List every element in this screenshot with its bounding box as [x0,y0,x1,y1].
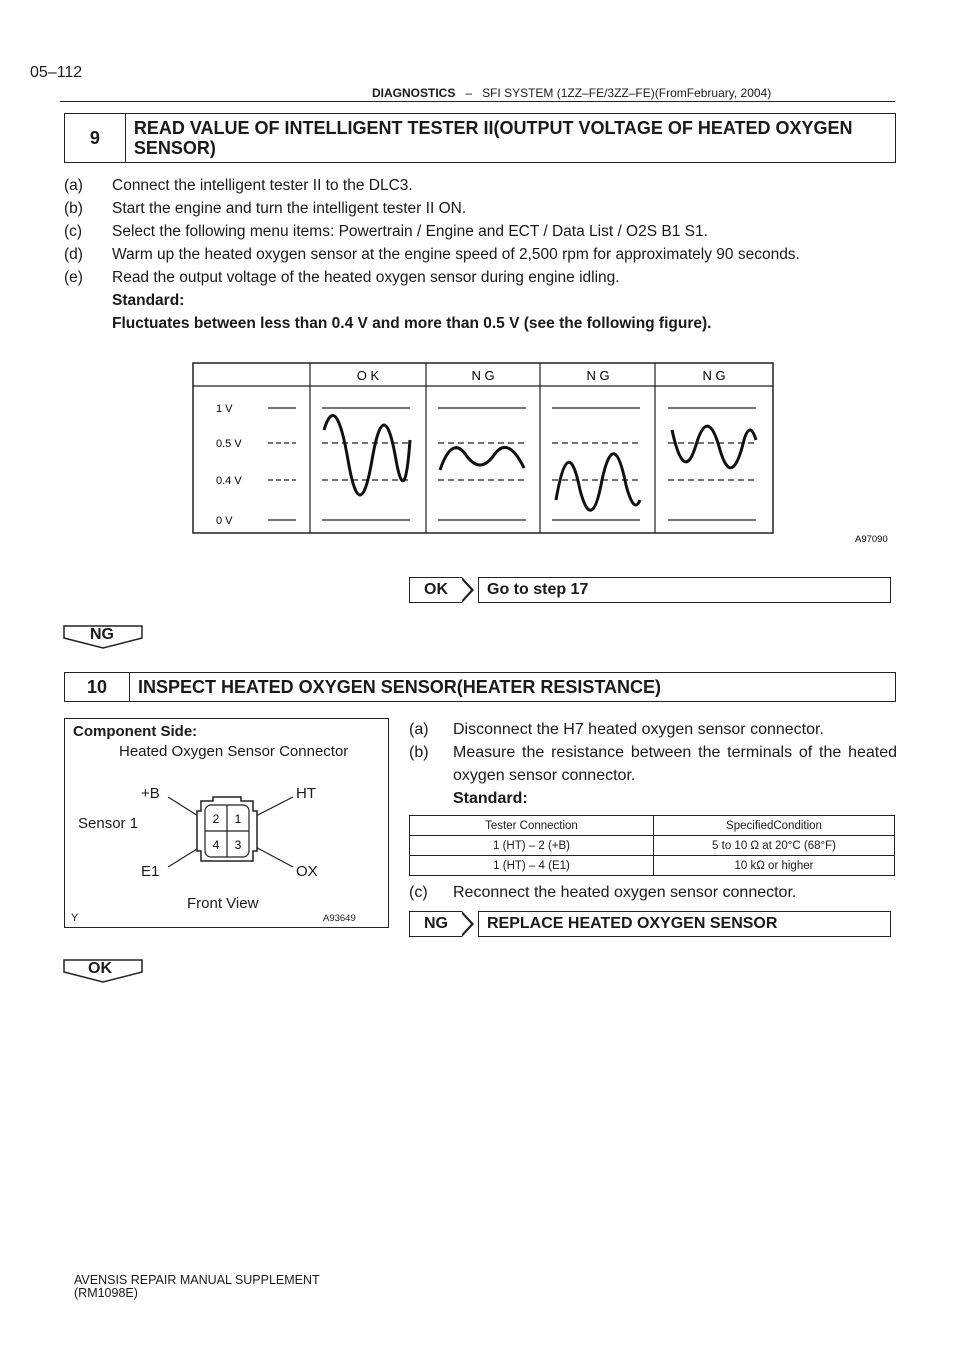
flow-ng-label: NG [90,626,114,643]
col-header-ng-2: N G [586,368,610,383]
step-9-heading [64,113,896,163]
instruction-d: (d) Warm up the heated oxygen sensor at the engine speed of 2,500 rpm for approximately 90 seconds. [64,246,800,263]
step-10-title: INSPECT HEATED OXYGEN SENSOR(HEATER RESISTANCE) [138,677,662,697]
step-10-heading [64,672,896,702]
result-ok-action: Go to step 17 [478,577,891,603]
col-header-ok: O K [356,368,380,383]
header-rule [60,101,895,102]
waveform-ng-high-bias [672,426,756,468]
table-header: Tester Connection [410,816,654,836]
running-header [372,86,771,100]
terminal-2: 2 [212,812,220,826]
result-ok-tag: OK [409,577,462,603]
step-9-title: READ VALUE OF INTELLIGENT TESTER II(OUTPUT VOLTAGE OF HEATED OXYGEN SENSOR) [133,118,853,158]
terminal-4: 4 [212,838,220,852]
instruction-e: (e) Read the output voltage of the heated oxygen sensor during engine idling. [64,269,620,286]
instruction-c: (c) Select the following menu items: Powertrain / Engine and ECT / Data List / O2S B1 S1. [64,223,708,240]
figure-frame [193,363,773,533]
instruction-b: (b) Start the engine and turn the intelligent tester II ON. [64,200,467,217]
pin-label-ox: OX [296,863,318,880]
step-10-number: 10 [65,673,130,701]
header-section: DIAGNOSTICS [372,86,456,100]
result-ng-arrow [462,911,474,937]
instruction-10-a: (a) Disconnect the H7 heated oxygen sensor connector. [409,721,824,738]
result-ng-action: REPLACE HEATED OXYGEN SENSOR [478,911,891,937]
result-ok-arrow [462,577,474,603]
result-ok-row [409,577,891,603]
flow-ok-label: OK [88,960,112,977]
terminal-1: 1 [234,812,242,826]
threshold-lines [322,443,756,480]
standard-label-10: Standard: [453,790,528,807]
step-9-instructions [64,174,904,335]
step-10-instructions [409,718,897,810]
pin-label-ht: HT [296,785,316,802]
diagram-title: Component Side: [73,723,198,740]
header-dash: – [465,86,473,100]
page-number: 05–112 [30,64,83,81]
table-cell: 1 (HT) – 2 (+B) [410,836,654,856]
connector-drawing [65,719,387,926]
table-row [410,856,895,876]
waveform-ng-low-amplitude [440,447,524,470]
table-cell: 1 (HT) – 4 (E1) [410,856,654,876]
spec-table [409,815,895,876]
sensor-label: Sensor 1 [78,815,139,832]
standard-label: Standard: [112,292,185,309]
terminal-3: 3 [234,838,242,852]
table-cell: 10 kΩ or higher [654,856,895,876]
header-title: SFI SYSTEM (1ZZ–FE/3ZZ–FE)(FromFebruary, 2004) [482,86,772,100]
col-header-ng-3: N G [702,368,726,383]
footer [74,1274,320,1300]
front-view-label: Front View [187,895,259,912]
col-header-ng-1: N G [471,368,495,383]
table-header: SpecifiedCondition [654,816,895,836]
y-label-0-5v: 0.5 V [216,438,242,450]
instruction-10-b: (b) Measure the resistance between the terminals of the heated oxygen sensor connector. [409,744,897,784]
figure-id-a93649: A93649 [323,913,356,924]
table-header-row [410,816,895,836]
y-label-0v: 0 V [216,515,233,527]
waveform-ng-low-bias [556,454,640,511]
footer-line-1: AVENSIS REPAIR MANUAL SUPPLEMENT [74,1273,320,1287]
table-row [410,836,895,856]
instruction-a: (a) Connect the intelligent tester II to the DLC3. [64,177,413,194]
diagram-subtitle: Heated Oxygen Sensor Connector [119,743,349,760]
waveform-figure [190,360,890,545]
step-9-number: 9 [65,114,126,162]
table-cell: 5 to 10 Ω at 20°C (68°F) [654,836,895,856]
instruction-10-c: (c) Reconnect the heated oxygen sensor connector. [409,884,797,901]
y-label-0-4v: 0.4 V [216,475,242,487]
pin-label-b: +B [141,785,160,802]
reference-lines [322,408,756,520]
diagram-corner-mark: Y [71,912,79,924]
waveform-ok [324,415,410,495]
footer-line-2: (RM1098E) [74,1286,138,1300]
y-label-1v: 1 V [216,403,233,415]
pin-label-e1: E1 [141,863,160,880]
standard-text: Fluctuates between less than 0.4 V and more than 0.5 V (see the following figure). [112,315,712,332]
figure-id-a97090: A97090 [855,534,888,545]
result-ng-row [409,911,891,937]
connector-diagram [64,718,389,928]
result-ng-tag: NG [409,911,462,937]
